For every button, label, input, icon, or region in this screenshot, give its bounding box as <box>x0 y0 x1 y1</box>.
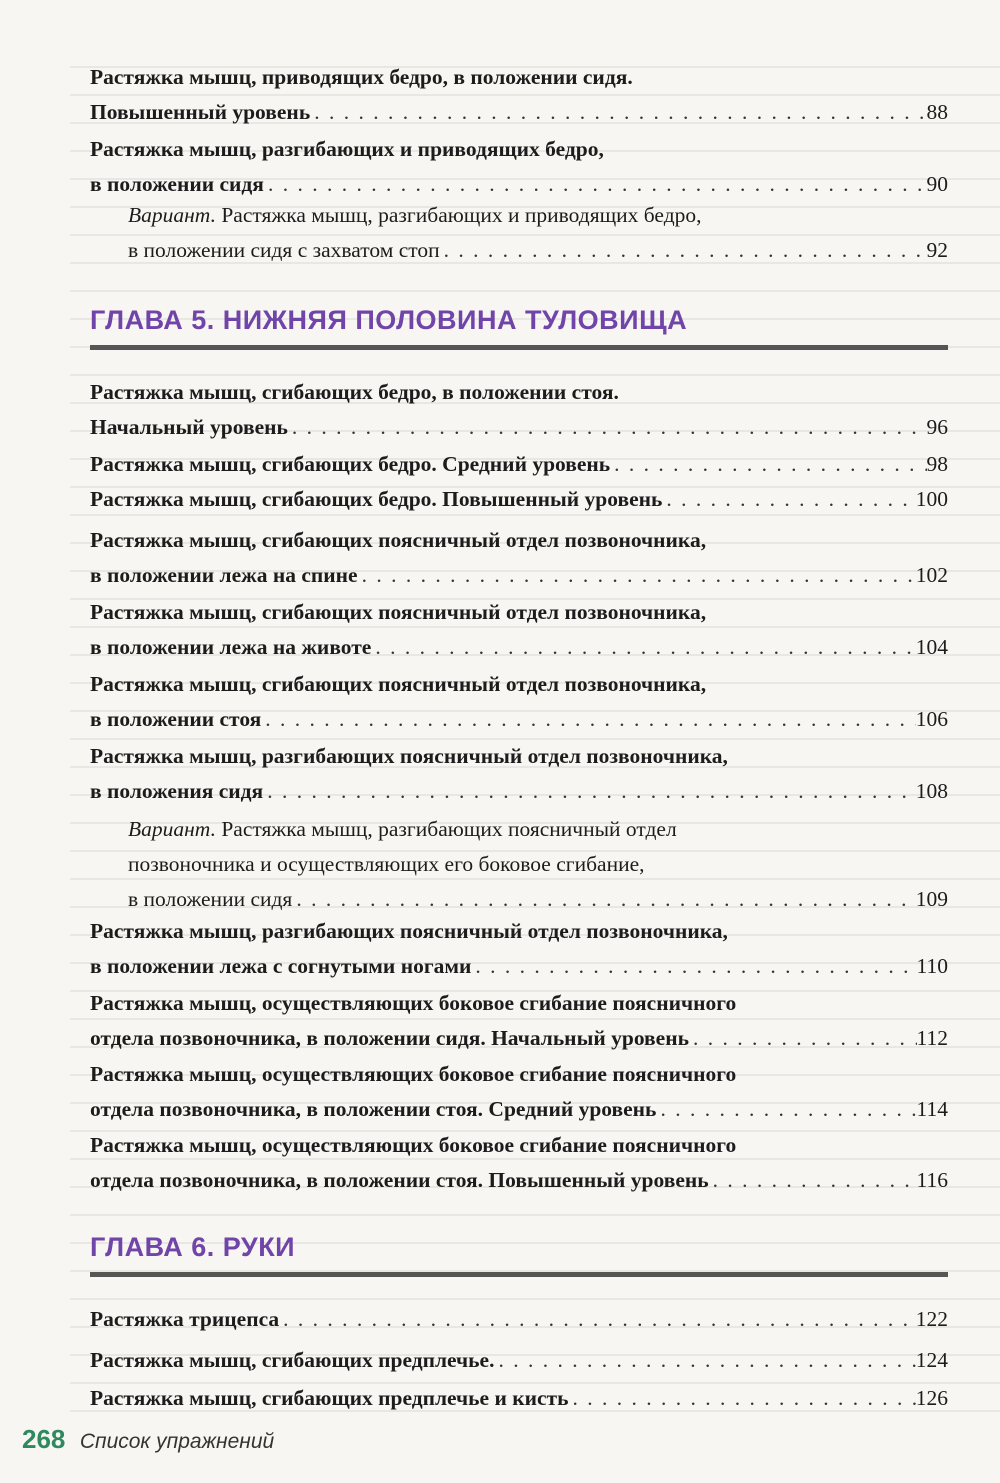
toc-entry[interactable] <box>90 1128 948 1198</box>
page-footer <box>22 1424 274 1455</box>
entry-text-line: в положения сидя <box>90 779 264 803</box>
toc-entry[interactable] <box>90 914 948 984</box>
dot-leader <box>494 1343 915 1378</box>
entry-page-number: 114 <box>916 1097 948 1121</box>
entry-text-line: в положении лежа на спине <box>90 563 358 587</box>
entry-text-line: отдела позвоночника, в положении стоя. Повышенный уровень <box>90 1168 709 1192</box>
entry-text-line: в положении лежа с согнутыми ногами <box>90 954 472 978</box>
entry-text-line: Растяжка мышц, сгибающих предплечье. <box>90 1348 495 1372</box>
entry-text-line: в положении сидя <box>90 172 264 196</box>
dot-leader <box>264 167 927 202</box>
entry-text-line: Растяжка мышц, сгибающих бедро. Средний уровень <box>90 452 611 476</box>
entry-text-line: Растяжка мышц, сгибающих поясничный отдел позвоночника, <box>90 528 707 552</box>
dot-leader <box>662 482 915 517</box>
entry-page-number: 110 <box>916 954 948 978</box>
entry-page-number: 88 <box>926 100 948 124</box>
entry-text-line: Растяжка мышц, сгибающих бедро, в положении стоя. <box>90 380 619 404</box>
entry-page-number: 106 <box>915 707 948 731</box>
dot-leader <box>610 447 926 482</box>
toc-entry[interactable] <box>90 60 948 130</box>
variant-label: Вариант. <box>128 817 216 841</box>
toc-entry[interactable] <box>90 1302 948 1337</box>
dot-leader <box>288 410 927 445</box>
entry-text-line: Растяжка мышц, разгибающих и приводящих бедро, <box>215 203 702 227</box>
entry-text-line: Повышенный уровень <box>90 100 311 124</box>
entry-page-number: 90 <box>926 172 948 196</box>
toc-entry[interactable] <box>90 132 948 202</box>
dot-leader <box>371 630 915 665</box>
footer-page-number: 268 <box>22 1424 66 1454</box>
dot-leader <box>440 233 927 268</box>
dot-leader <box>292 882 915 917</box>
entry-text-line: отдела позвоночника, в положении сидя. Начальный уровень <box>90 1026 689 1050</box>
entry-page-number: 112 <box>916 1026 948 1050</box>
entry-text-line: Растяжка трицепса <box>90 1307 280 1331</box>
entry-text-line: Растяжка мышц, осуществляющих боковое сгибание поясничного <box>90 991 737 1015</box>
entry-text-line: в положении стоя <box>90 707 262 731</box>
dot-leader <box>709 1163 917 1198</box>
entry-text-line: Растяжка мышц, разгибающих поясничный отдел позвоночника, <box>90 744 728 768</box>
chapter-heading: ГЛАВА 6. РУКИ <box>90 1232 296 1262</box>
toc-entry[interactable] <box>90 1057 948 1127</box>
chapter-heading: ГЛАВА 5. НИЖНЯЯ ПОЛОВИНА ТУЛОВИЩА <box>90 305 688 335</box>
entry-text-line: Растяжка мышц, разгибающих поясничный отдел позвоночника, <box>90 919 728 943</box>
toc-entry[interactable] <box>90 1343 948 1378</box>
toc-entry[interactable] <box>90 739 948 809</box>
entry-text-line: отдела позвоночника, в положении стоя. Средний уровень <box>90 1097 657 1121</box>
entry-page-number: 108 <box>915 779 948 803</box>
entry-page-number: 92 <box>926 238 948 262</box>
dot-leader <box>261 702 915 737</box>
entry-text-line: Растяжка мышц, осуществляющих боковое сгибание поясничного <box>90 1062 737 1086</box>
entry-page-number: 96 <box>926 415 948 439</box>
entry-text-line: позвоночника и осуществляющих его боковое сгибание, <box>128 852 645 876</box>
entry-text-line: Растяжка мышц, сгибающих поясничный отдел позвоночника, <box>90 600 707 624</box>
toc-entry[interactable] <box>90 986 948 1056</box>
entry-page-number: 100 <box>915 487 948 511</box>
entry-page-number: 122 <box>915 1307 948 1331</box>
dot-leader <box>279 1302 916 1337</box>
dot-leader <box>471 949 916 984</box>
entry-text-line: Растяжка мышц, приводящих бедро, в положении сидя. <box>90 65 633 89</box>
entry-text-line: Растяжка мышц, сгибающих предплечье и кисть <box>90 1386 569 1410</box>
dot-leader <box>689 1021 917 1056</box>
entry-text-line: Растяжка мышц, разгибающих и приводящих бедро, <box>90 137 604 161</box>
entry-text-line: Растяжка мышц, сгибающих бедро. Повышенный уровень <box>90 487 663 511</box>
toc-entry[interactable] <box>90 375 948 445</box>
entry-text-line: в положении лежа на животе <box>90 635 372 659</box>
entry-text-line: в положении сидя <box>128 887 293 911</box>
toc-entry[interactable] <box>90 447 948 482</box>
entry-page-number: 102 <box>915 563 948 587</box>
dot-leader <box>310 95 926 130</box>
entry-page-number: 126 <box>915 1386 948 1410</box>
entry-page-number: 116 <box>916 1168 948 1192</box>
dot-leader <box>568 1381 915 1416</box>
entry-text-line: Растяжка мышц, разгибающих поясничный отдел <box>215 817 677 841</box>
dot-leader <box>656 1092 916 1127</box>
toc-entry[interactable] <box>90 667 948 737</box>
chapter-rule <box>90 345 948 350</box>
toc-entry[interactable] <box>90 198 948 268</box>
entry-page-number: 98 <box>926 452 948 476</box>
chapter-rule <box>90 1272 948 1277</box>
entry-text-line: в положении сидя с захватом стоп <box>128 238 440 262</box>
entry-text-line: Растяжка мышц, сгибающих поясничный отдел позвоночника, <box>90 672 707 696</box>
entry-page-number: 124 <box>915 1348 948 1372</box>
toc-entry[interactable] <box>90 595 948 665</box>
dot-leader <box>263 774 916 809</box>
dot-leader <box>358 558 916 593</box>
footer-title: Список упражнений <box>79 1430 275 1453</box>
toc-entry[interactable] <box>90 523 948 593</box>
variant-label: Вариант. <box>128 203 216 227</box>
toc-entry[interactable] <box>90 812 948 917</box>
entry-text-line: Растяжка мышц, осуществляющих боковое сгибание поясничного <box>90 1133 737 1157</box>
toc-entry[interactable] <box>90 1381 948 1416</box>
toc-entry[interactable] <box>90 482 948 517</box>
entry-text-line: Начальный уровень <box>90 415 288 439</box>
entry-page-number: 104 <box>915 635 948 659</box>
entry-page-number: 109 <box>915 887 948 911</box>
